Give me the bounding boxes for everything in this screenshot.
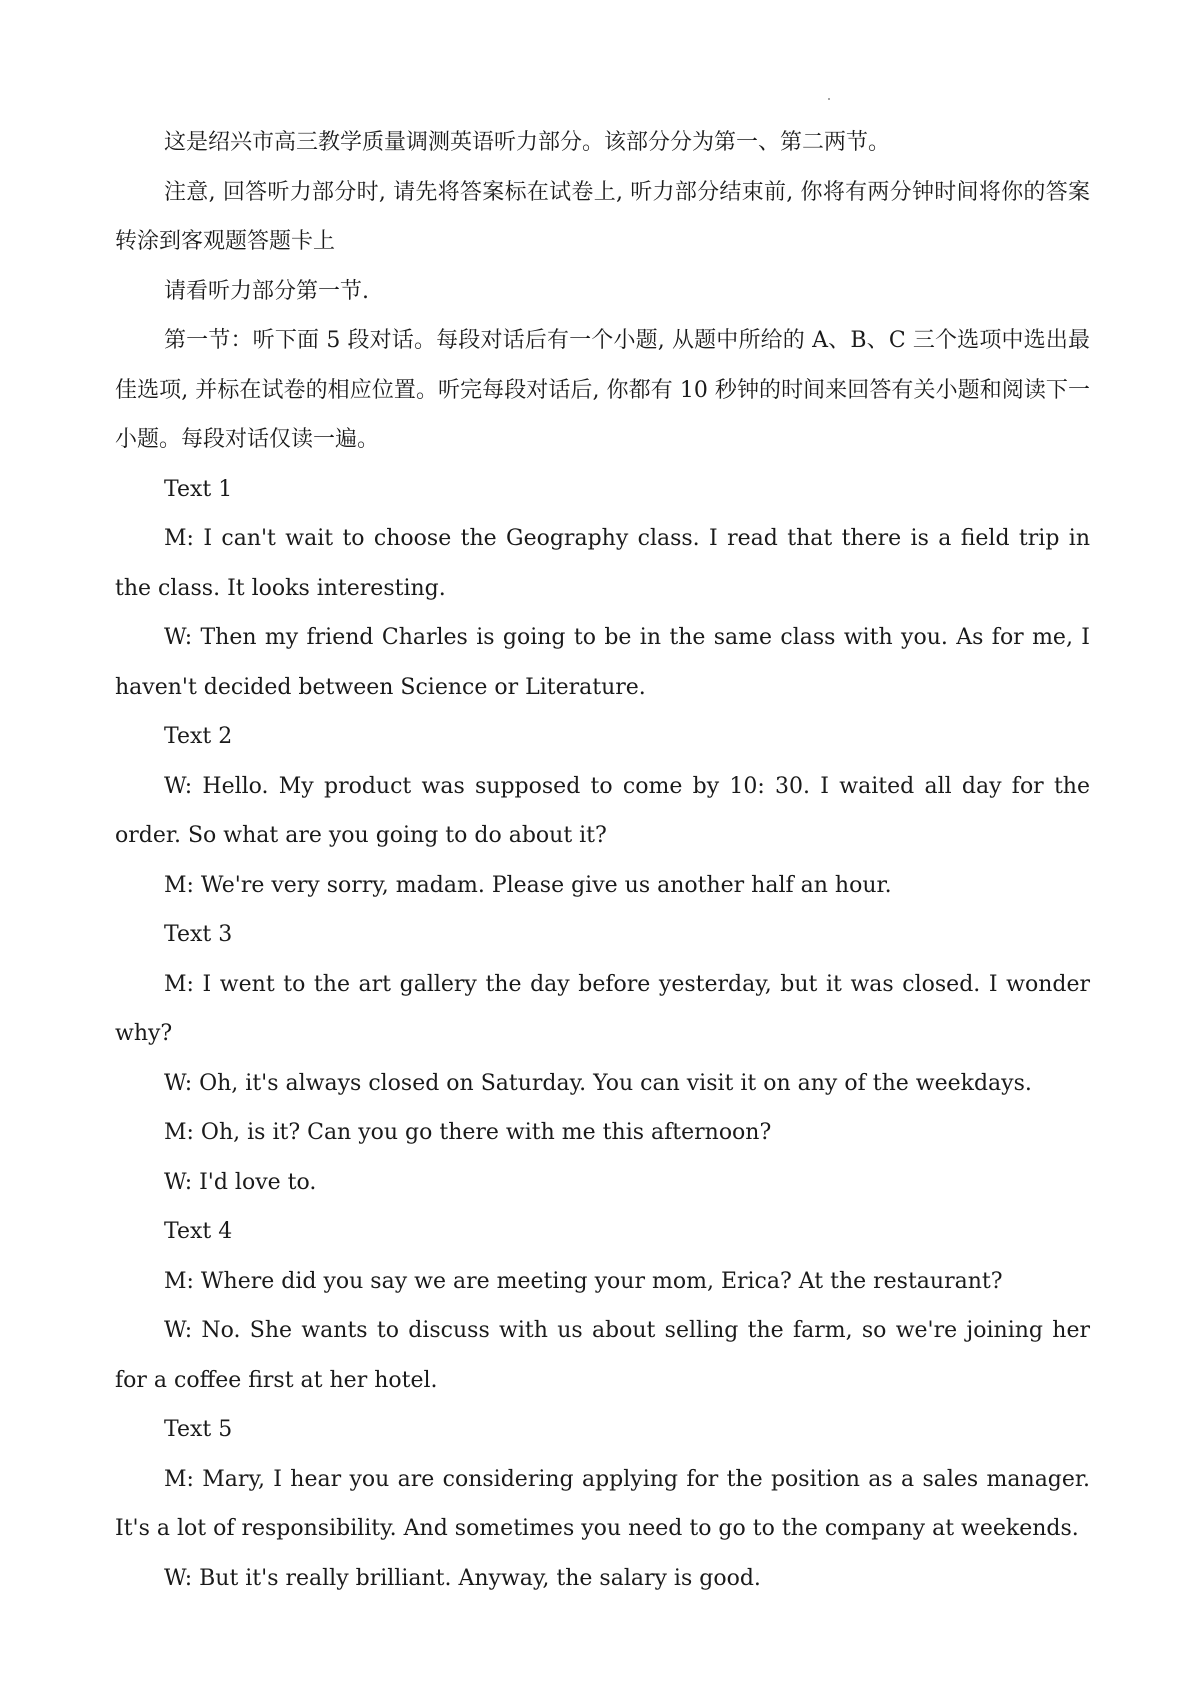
intro-paragraph: 这是绍兴市高三教学质量调测英语听力部分。该部分分为第一、第二两节。 — [164, 130, 891, 155]
text-heading: Text 3 — [164, 922, 233, 947]
dialogue-line: M: I can't wait to choose the Geography class. I read that there is a field trip in the class. It looks interesting. — [115, 526, 1090, 601]
text-heading: Text 4 — [164, 1219, 233, 1244]
dialogue-line: M: I went to the art gallery the day before yesterday, but it was closed. I wonder why? — [115, 971, 1090, 1046]
scan-speck — [828, 98, 830, 100]
text-heading: Text 2 — [164, 724, 233, 749]
dialogue-line: W: Oh, it's always closed on Saturday. You can visit it on any of the weekdays. — [164, 1070, 1032, 1096]
text-heading: Text 1 — [164, 476, 233, 502]
dialogue-line: W: I'd love to. — [164, 1169, 317, 1195]
dialogue-line: M: Oh, is it? Can you go there with me this afternoon? — [164, 1120, 772, 1145]
dialogue-line: M: We're very sorry, madam. Please give us another half an hour. — [164, 872, 892, 898]
dialogue-line: M: Mary, I hear you are considering applying for the position as a sales manager. It's a lot of responsibility. And sometimes you need to go to the company at weekends. — [115, 1466, 1090, 1541]
intro-paragraph: 注意, 回答听力部分时, 请先将答案标在试卷上, 听力部分结束前, 你将有两分钟时间将你的答案转涂到客观题答题卡上 — [115, 179, 1090, 254]
intro-paragraph: 请看听力部分第一节. — [164, 278, 369, 304]
instructions-paragraph: 第一节：听下面 5 段对话。每段对话后有一个小题, 从题中所给的 A、B、C 三个选项中选出最佳选项, 并标在试卷的相应位置。听完每段对话后, 你都有 10 秒钟的时间来回答有关小题和阅读下一小题。每段对话仅读一遍。 — [115, 328, 1090, 452]
text-heading: Text 5 — [164, 1417, 233, 1442]
dialogue-line: W: Hello. My product was supposed to come by 10: 30. I waited all day for the order. So what are you going to do about it? — [115, 773, 1090, 848]
dialogue-line: W: Then my friend Charles is going to be in the same class with you. As for me, I haven't decided between Science or Literature. — [115, 625, 1090, 700]
dialogue-line: M: Where did you say we are meeting your mom, Erica? At the restaurant? — [164, 1268, 1003, 1294]
dialogue-line: W: No. She wants to discuss with us about selling the farm, so we're joining her for a coffee first at her hotel. — [115, 1318, 1090, 1393]
document-page — [115, 118, 1090, 1603]
dialogue-line: W: But it's really brilliant. Anyway, the salary is good. — [164, 1565, 761, 1591]
